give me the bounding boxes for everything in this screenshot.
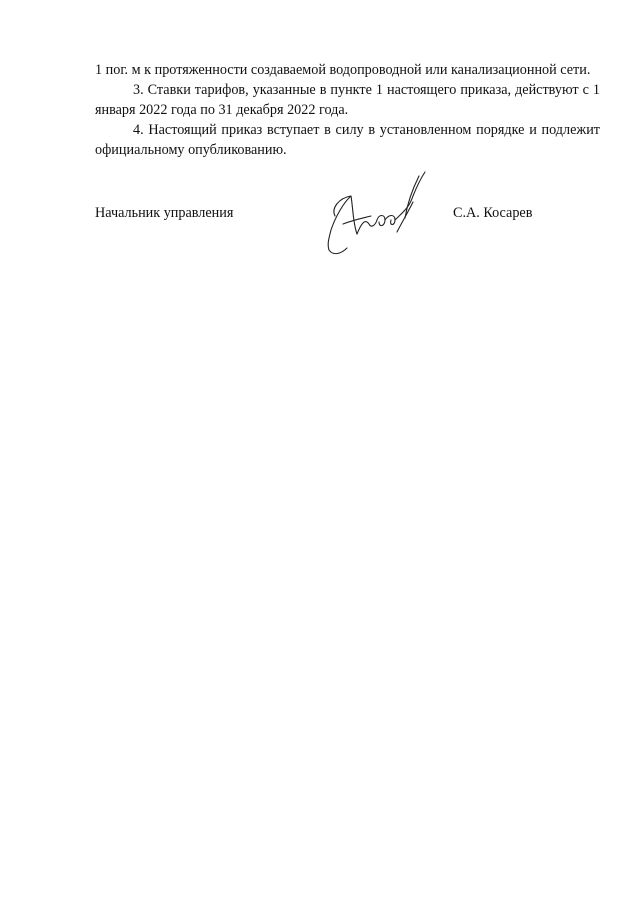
paragraph-item-3: 3. Ставки тарифов, указанные в пункте 1 настоящего приказа, действуют с 1 января 2022 года по 31 декабря 2022 года. — [95, 82, 600, 118]
paragraph-continuation: 1 пог. м к протяженности создаваемой водопроводной или канализационной сети. — [95, 62, 591, 78]
signature-block — [95, 203, 600, 263]
position-title: Начальник управления — [95, 205, 234, 221]
handwritten-signature — [313, 168, 438, 258]
paragraph-item-4: 4. Настоящий приказ вступает в силу в установленном порядке и подлежит официальному опубликованию. — [95, 122, 600, 158]
document-body — [95, 60, 600, 160]
signatory-name: С.А. Косарев — [453, 205, 533, 221]
